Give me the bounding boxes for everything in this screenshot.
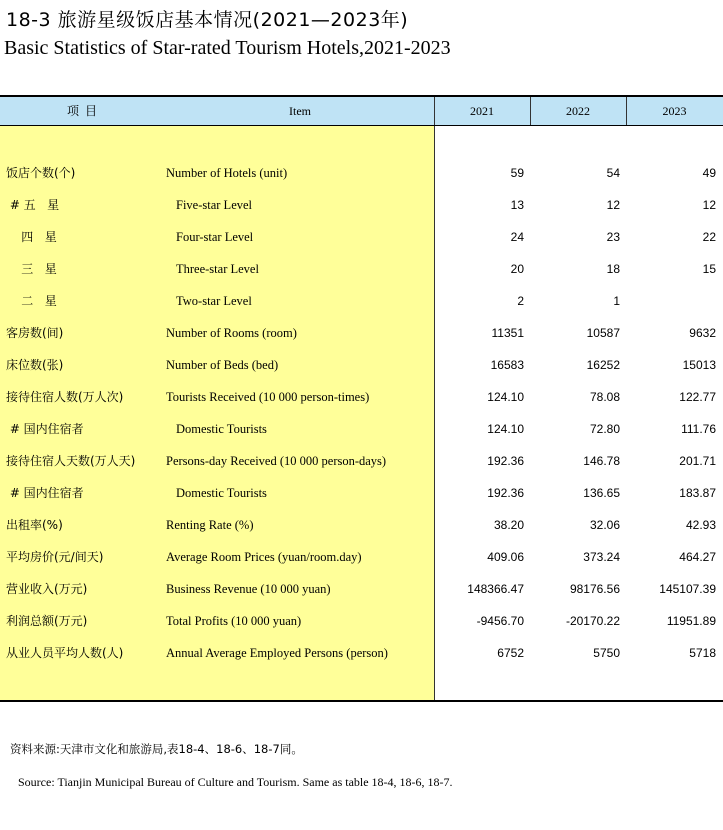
cell-value-2022: 12: [606, 198, 620, 212]
row-label-en: Average Room Prices (yuan/room.day): [166, 550, 362, 564]
row-label-cn: # 国内住宿者: [6, 422, 84, 436]
cell-value-2021: 6752: [497, 646, 524, 660]
cell-value-2021: 192.36: [487, 486, 524, 500]
table-row: [0, 195, 723, 215]
cell-value-2021: 16583: [490, 358, 524, 372]
row-label-cn: 出租率(%): [6, 518, 63, 532]
cell-value-2022: -20170.22: [565, 614, 620, 628]
cell-value-2022: 146.78: [583, 454, 620, 468]
cell-value-2022: 16252: [586, 358, 620, 372]
cell-value-2023: 12: [702, 198, 716, 212]
table-bottom-rule: [0, 700, 723, 702]
cell-value-2023: 15: [702, 262, 716, 276]
table-row: [0, 547, 723, 567]
row-label-cn: 利润总额(万元): [6, 614, 88, 628]
row-label-cn: 饭店个数(个): [6, 166, 76, 180]
row-label-cn: 二 星: [6, 294, 57, 308]
row-label-cn: 客房数(间): [6, 326, 64, 340]
cell-value-2023: 464.27: [679, 550, 716, 564]
row-label-en: Annual Average Employed Persons (person): [166, 646, 388, 660]
cell-value-2023: 201.71: [679, 454, 716, 468]
cell-value-2023: 111.76: [681, 422, 716, 436]
table-row: [0, 483, 723, 503]
row-label-cn: # 五 星: [6, 198, 60, 212]
cell-value-2022: 98176.56: [569, 582, 620, 596]
table-row: [0, 451, 723, 471]
cell-value-2022: 23: [606, 230, 620, 244]
cell-value-2023: 122.77: [679, 390, 716, 404]
cell-value-2022: 10587: [586, 326, 620, 340]
header-item-cn: 项目: [66, 104, 103, 118]
cell-value-2022: 18: [606, 262, 620, 276]
cell-value-2021: 59: [510, 166, 524, 180]
table-row: [0, 643, 723, 663]
cell-value-2023: 49: [702, 166, 716, 180]
cell-value-2023: 5718: [689, 646, 716, 660]
cell-value-2022: 72.80: [589, 422, 620, 436]
row-label-en: Three-star Level: [176, 262, 259, 276]
cell-value-2021: 11351: [491, 326, 524, 340]
cell-value-2021: 38.20: [493, 518, 524, 532]
cell-value-2023: 183.87: [679, 486, 716, 500]
cell-value-2021: 20: [510, 262, 524, 276]
row-label-en: Four-star Level: [176, 230, 254, 244]
row-label-en: Number of Beds (bed): [166, 358, 279, 372]
cell-value-2023: 145107.39: [659, 582, 716, 596]
table-row: [0, 419, 723, 439]
table-row: [0, 323, 723, 343]
cell-value-2021: -9456.70: [476, 614, 524, 628]
table-row: [0, 387, 723, 407]
cell-value-2021: 192.36: [487, 454, 524, 468]
page-title-cn: 18-3 旅游星级饭店基本情况(2021—2023年): [6, 9, 409, 31]
cell-value-2022: 136.65: [583, 486, 620, 500]
statistics-table: [0, 95, 723, 702]
cell-value-2022: 32.06: [589, 518, 620, 532]
cell-value-2021: 24: [510, 230, 524, 244]
cell-value-2021: 13: [510, 198, 524, 212]
row-label-en: Persons-day Received (10 000 person-days): [166, 454, 387, 468]
row-label-en: Total Profits (10 000 yuan): [166, 614, 302, 628]
cell-value-2021: 2: [517, 294, 524, 308]
row-label-cn: 床位数(张): [6, 358, 64, 372]
cell-value-2021: 148366.47: [467, 582, 524, 596]
table-row: [0, 515, 723, 535]
row-label-cn: 接待住宿人数(万人次): [6, 390, 124, 404]
row-label-en: Domestic Tourists: [176, 486, 267, 500]
row-label-cn: 三 星: [6, 262, 57, 276]
row-label-en: Tourists Received (10 000 person-times): [166, 390, 370, 404]
row-label-en: Business Revenue (10 000 yuan): [166, 582, 331, 596]
table-row: [0, 611, 723, 631]
cell-value-2021: 124.10: [487, 390, 524, 404]
row-label-cn: 平均房价(元/间天): [6, 550, 104, 564]
cell-value-2023: 42.93: [685, 518, 716, 532]
header-year-2021: 2021: [470, 104, 494, 118]
row-label-en: Two-star Level: [176, 294, 252, 308]
row-label-en: Renting Rate (%): [166, 518, 254, 532]
row-label-cn: 营业收入(万元): [6, 582, 88, 596]
header-item-en: Item: [289, 104, 311, 118]
header-year-2023: 2023: [662, 104, 687, 118]
cell-value-2022: 373.24: [583, 550, 620, 564]
page-title-en: Basic Statistics of Star-rated Tourism Hotels,2021-2023: [4, 37, 451, 59]
table-header-rule: [0, 125, 723, 126]
table-row: [0, 355, 723, 375]
cell-value-2023: 15013: [682, 358, 716, 372]
row-label-cn: 四 星: [6, 230, 57, 244]
table-row: [0, 259, 723, 279]
source-note-en: Source: Tianjin Municipal Bureau of Culture and Tourism. Same as table 18-4, 18-6, 18-7.: [18, 775, 453, 789]
table-row: [0, 227, 723, 247]
row-label-cn: 从业人员平均人数(人): [6, 646, 124, 660]
table-row: [0, 291, 723, 311]
header-year-2022: 2022: [566, 104, 590, 118]
cell-value-2023: 22: [702, 230, 716, 244]
cell-value-2022: 54: [606, 166, 620, 180]
cell-value-2022: 5750: [593, 646, 620, 660]
table-row: [0, 163, 723, 183]
row-label-en: Number of Rooms (room): [166, 326, 297, 340]
cell-value-2021: 124.10: [487, 422, 524, 436]
cell-value-2023: 11951.89: [666, 614, 716, 628]
source-note-cn: 资料来源:天津市文化和旅游局,表18-4、18-6、18-7同。: [10, 742, 303, 756]
table-row: [0, 579, 723, 599]
cell-value-2022: 78.08: [589, 390, 620, 404]
row-label-cn: # 国内住宿者: [6, 486, 84, 500]
cell-value-2023: 9632: [689, 326, 716, 340]
row-label-en: Five-star Level: [176, 198, 253, 212]
row-label-en: Number of Hotels (unit): [166, 166, 288, 180]
cell-value-2022: 1: [613, 294, 620, 308]
row-label-cn: 接待住宿人天数(万人天): [6, 454, 136, 468]
cell-value-2021: 409.06: [487, 550, 524, 564]
row-label-en: Domestic Tourists: [176, 422, 267, 436]
